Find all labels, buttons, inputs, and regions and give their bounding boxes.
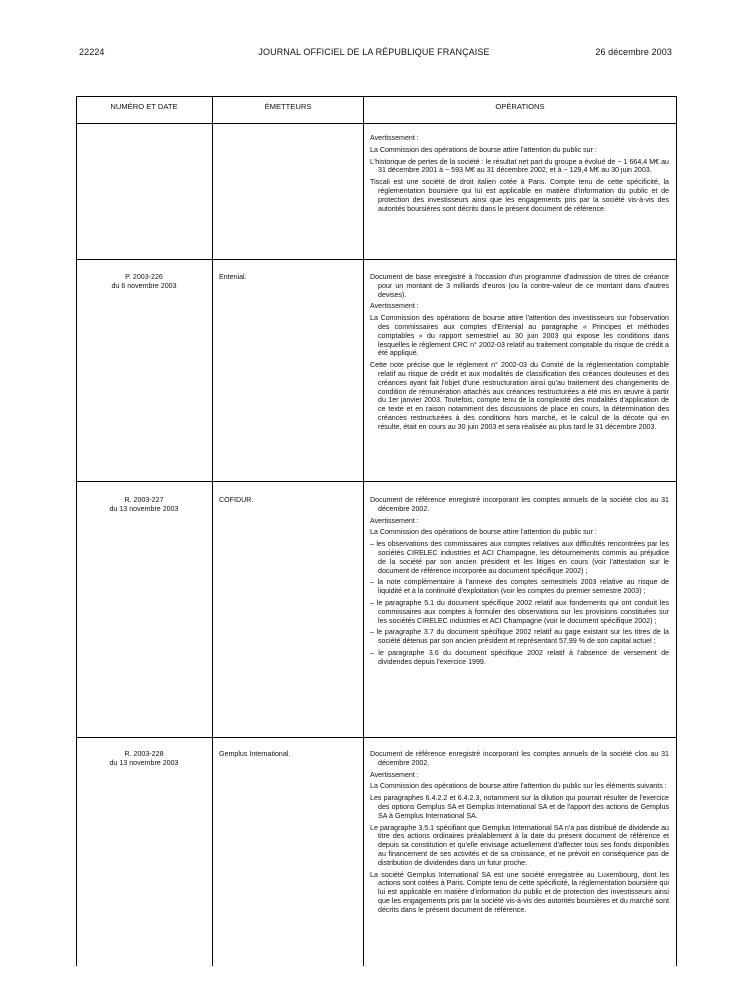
row-divider-2 <box>76 481 677 482</box>
list-item: Tiscali est une société de droit italien cotée à Paris. Compte tenu de cette spécificité, la réglementation boursière qui lui est applicable en matière d'information du public et de protection des investisseurs ainsi que les engagements pris par la société vis-à-vis des autorités boursières sont décrits dans le présent document de référence. <box>370 178 669 213</box>
list-item: Document de référence enregistré incorporant les comptes annuels de la société clos au 31 décembre 2002. <box>370 750 669 767</box>
page-number: 22224 <box>79 47 105 57</box>
header-divider <box>76 123 677 124</box>
column-divider-1 <box>212 96 213 966</box>
list-item: – les observations des commissaires aux comptes relatives aux difficultés rencontrées par les sociétés CIRELEC industries et ACI Champagne, les détournements commis au préjudice de la société par son ancien président et les litiges en cours (voir l'attestation sur le document de référence incorporée au document spécifique 2002) ; <box>370 540 669 575</box>
row-operations <box>370 134 669 216</box>
row-divider-3 <box>76 737 677 738</box>
column-divider-2 <box>363 96 364 966</box>
row-date: du 6 novembre 2003 <box>111 281 177 290</box>
row-date: du 13 novembre 2003 <box>109 758 179 767</box>
row-number-date <box>76 273 212 291</box>
list-item: Avertissement : <box>370 302 419 311</box>
row-operations <box>370 750 669 918</box>
list-item: Document de référence enregistré incorporant les comptes annuels de la société clos au 31 décembre 2002. <box>370 496 669 513</box>
list-item: Avertissement : <box>370 516 419 525</box>
list-item: La société Gemplus International SA est une société enregistrée au Luxembourg, dont les actions sont cotées à Paris. Compte tenu de cette spécificité, la réglementation boursière qui lui est applicable en matière d'information du public et de protection des investisseurs ainsi que les engagements pris par la société vis-à-vis des autorités boursières et du marché sont décrits dans le présent document de référence. <box>370 870 670 914</box>
publication-date: 26 décembre 2003 <box>595 47 672 57</box>
list-item: La Commission des opérations de bourse attire l'attention des investisseurs sur l'observation des commissaires aux comptes d'Entenial au paragraphe « Principes et méthodes comptables » du rapport semestriel au 30 juin 2003 qui expose les conditions dans lesquelles le règlement CRC n° 2002-03 relatif au traitement comptable du risque de crédit a été appliqué. <box>370 314 669 358</box>
row-number: R. 2003-227 <box>124 496 164 504</box>
journal-title: JOURNAL OFFICIEL DE LA RÉPUBLIQUE FRANÇAISE <box>258 47 490 57</box>
list-item: Avertissement : <box>370 134 419 142</box>
table-border-top <box>76 96 677 97</box>
operations-table <box>76 96 677 966</box>
list-item: Document de base enregistré à l'occasion d'un programme d'admission de titres de créance pour un montant de 3 milliards d'euros (ou la contre-valeur de ce montant dans d'autres devises). <box>370 273 669 299</box>
table-border-left <box>76 96 77 966</box>
row-date: du 13 novembre 2003 <box>109 504 179 513</box>
column-header-emetteurs: ÉMETTEURS <box>264 102 312 111</box>
column-header-numero: NUMÉRO ET DATE <box>110 102 178 111</box>
row-number: R. 2003-228 <box>124 750 164 758</box>
row-number: P. 2003-226 <box>125 273 163 281</box>
row-emetteur: Entenial. <box>219 273 247 281</box>
list-item: Le paragraphe 3.5.1 spécifiant que Gemplus International SA n'a pas distribué de dividende au titre des actions ordinaires préalablement à la date du présent document de référence et depuis sa constitution et qu'elle envisage actuellement d'affecter tous ses fonds disponibles au financement de ses activités et de sa croissance, et ne prévoit en conséquence pas de distribution de dividendes dans un futur proche. <box>370 823 669 867</box>
list-item: L'historique de pertes de la société : le résultat net part du groupe a évolué de − 1 664,4 M€ au 31 décembre 2001 à − 593 M€ au 31 décembre 2002, et à − 129,4 M€ au 30 juin 2003. <box>370 157 669 175</box>
list-item: Les paragraphes 6.4.2.2 et 6.4.2.3, notamment sur la dilution qui pourrait résulter de l'exercice des options Gemplus SA et Gemplus International SA et de l'apport des actions de Gemplus SA à Gemplus International SA. <box>370 794 669 820</box>
list-item: La Commission des opérations de bourse attire l'attention du public sur : <box>370 528 597 537</box>
list-item: – le paragraphe 5.1 du document spécifique 2002 relatif aux fondements qui ont conduit les commissaires aux comptes à formuler des observations sur les provisions constituées sur les sociétés CIRELEC industries et ACI Champagne (voir le document spécifique 2002) ; <box>370 598 669 625</box>
row-number-date <box>76 496 212 514</box>
list-item: – la note complémentaire à l'annexe des comptes semestriels 2003 relative au risque de liquidité et à la continuité d'exploitation (voir les comptes du premier semestre 2003) ; <box>370 578 669 596</box>
list-item: La Commission des opérations de bourse attire l'attention du public sur les éléments suivants : <box>370 782 667 791</box>
list-item: – le paragraphe 3.7 du document spécifique 2002 relatif au gage existant sur les titres de la société détenus par son ancien président et représentant 57,99 % de son capital actuel ; <box>370 628 669 646</box>
list-item: Cette note précise que le règlement n° 2002-03 du Comité de la réglementation comptable relatif au risque de crédit et aux modalités de classification des créances douteuses et des créances ayant fait l'objet d'une restructuration ainsi qu'au traitement des changements de condition de rémunération attachés aux créances restructurées a été mis en œuvre à partir du 1er janvier 2003. Toutefois, compte tenu de la complexité des modalités d'application de ce texte et en raison notamment des discussions de place en cours, la détermination des créances restructurées à des conditions hors marché, et le calcul de la décote qui en résulte, était en cours au 30 juin 2003 et sera réalisée au plus tard le 31 décembre 2003. <box>370 361 669 431</box>
list-item: – le paragraphe 3.6 du document spécifique 2002 relatif à l'absence de versement de dividendes depuis l'exercice 1999. <box>370 648 669 666</box>
column-header-operations: OPÉRATIONS <box>495 102 545 111</box>
row-divider-1 <box>76 259 677 260</box>
row-operations <box>370 273 669 435</box>
list-item: Avertissement : <box>370 770 419 779</box>
row-number-date <box>76 750 212 768</box>
row-operations <box>370 496 669 670</box>
row-emetteur: COFIDUR. <box>219 496 254 504</box>
table-border-right <box>676 96 677 966</box>
row-emetteur: Gemplus International. <box>219 750 291 758</box>
list-item: La Commission des opérations de bourse attire l'attention du public sur : <box>370 145 597 154</box>
